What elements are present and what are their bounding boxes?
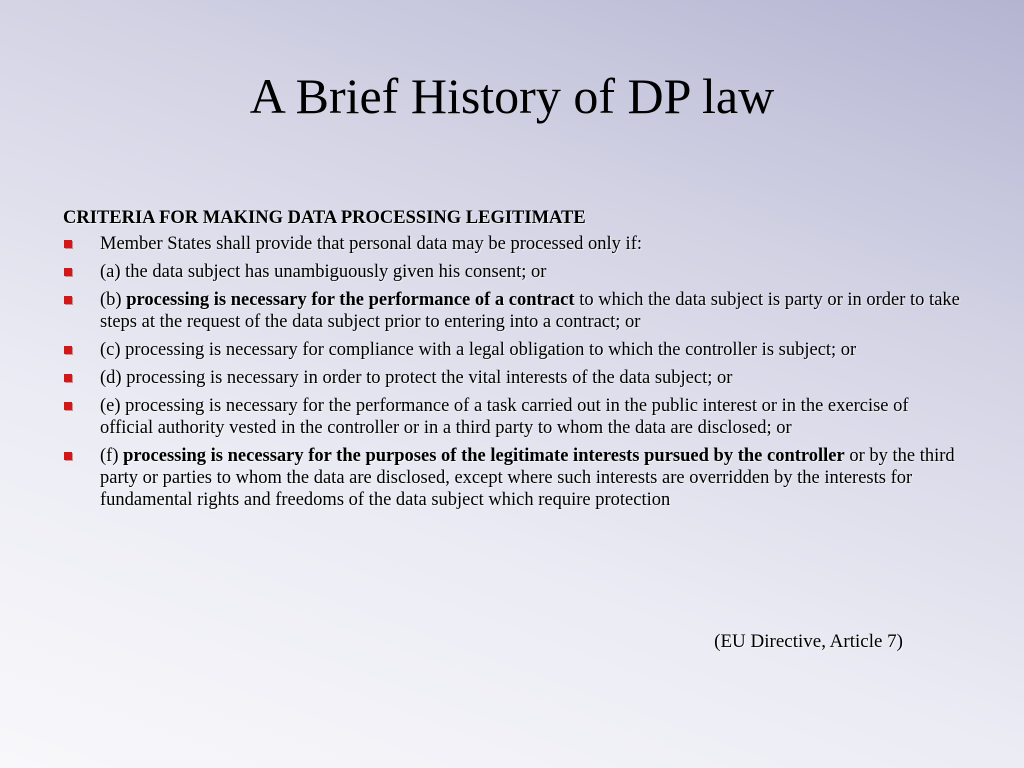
square-bullet-icon [64,240,72,248]
slide-title: A Brief History of DP law [249,68,775,124]
item-text: (d) processing is necessary in order to protect the vital interests of the data subject; or [100,368,733,388]
item-text: (a) the data subject has unambiguously given his consent; or [100,262,547,282]
square-bullet-icon [64,452,72,460]
list-item [63,289,963,333]
item-rest: or by the third party or parties to whom the data are disclosed, except where such interests are overridden by the interests for fundamental rights and freedoms of the data subject which require protection [100,446,955,510]
citation: (EU Directive, Article 7) [714,631,903,652]
item-text: Member States shall provide that personal data may be processed only if: [100,234,643,254]
square-bullet-icon [64,374,72,382]
item-rest: to which the data subject is party or in order to take steps at the request of the data subject prior to entering into a contract; or [100,290,960,332]
criteria-list [63,233,963,511]
slide-body [63,207,963,517]
list-item [63,395,963,439]
item-text: (c) processing is necessary for compliance with a legal obligation to which the controller is subject; or [100,340,857,360]
item-prefix: (b) [100,290,127,310]
item-prefix: (f) [100,446,124,466]
square-bullet-icon [64,268,72,276]
list-item [63,233,963,255]
item-emphasis: processing is necessary for the purposes of the legitimate interests pursued by the controller [123,446,845,466]
list-item [63,367,963,389]
square-bullet-icon [64,402,72,410]
list-item [63,261,963,283]
square-bullet-icon [64,346,72,354]
section-heading: CRITERIA FOR MAKING DATA PROCESSING LEGITIMATE [63,208,586,228]
list-item [63,445,963,511]
square-bullet-icon [64,296,72,304]
item-emphasis: processing is necessary for the performance of a contract [126,290,575,310]
item-text: (e) processing is necessary for the performance of a task carried out in the public interest or in the exercise of official authority vested in the controller or in a third party to whom the data are disclosed; or [100,396,909,438]
list-item [63,339,963,361]
